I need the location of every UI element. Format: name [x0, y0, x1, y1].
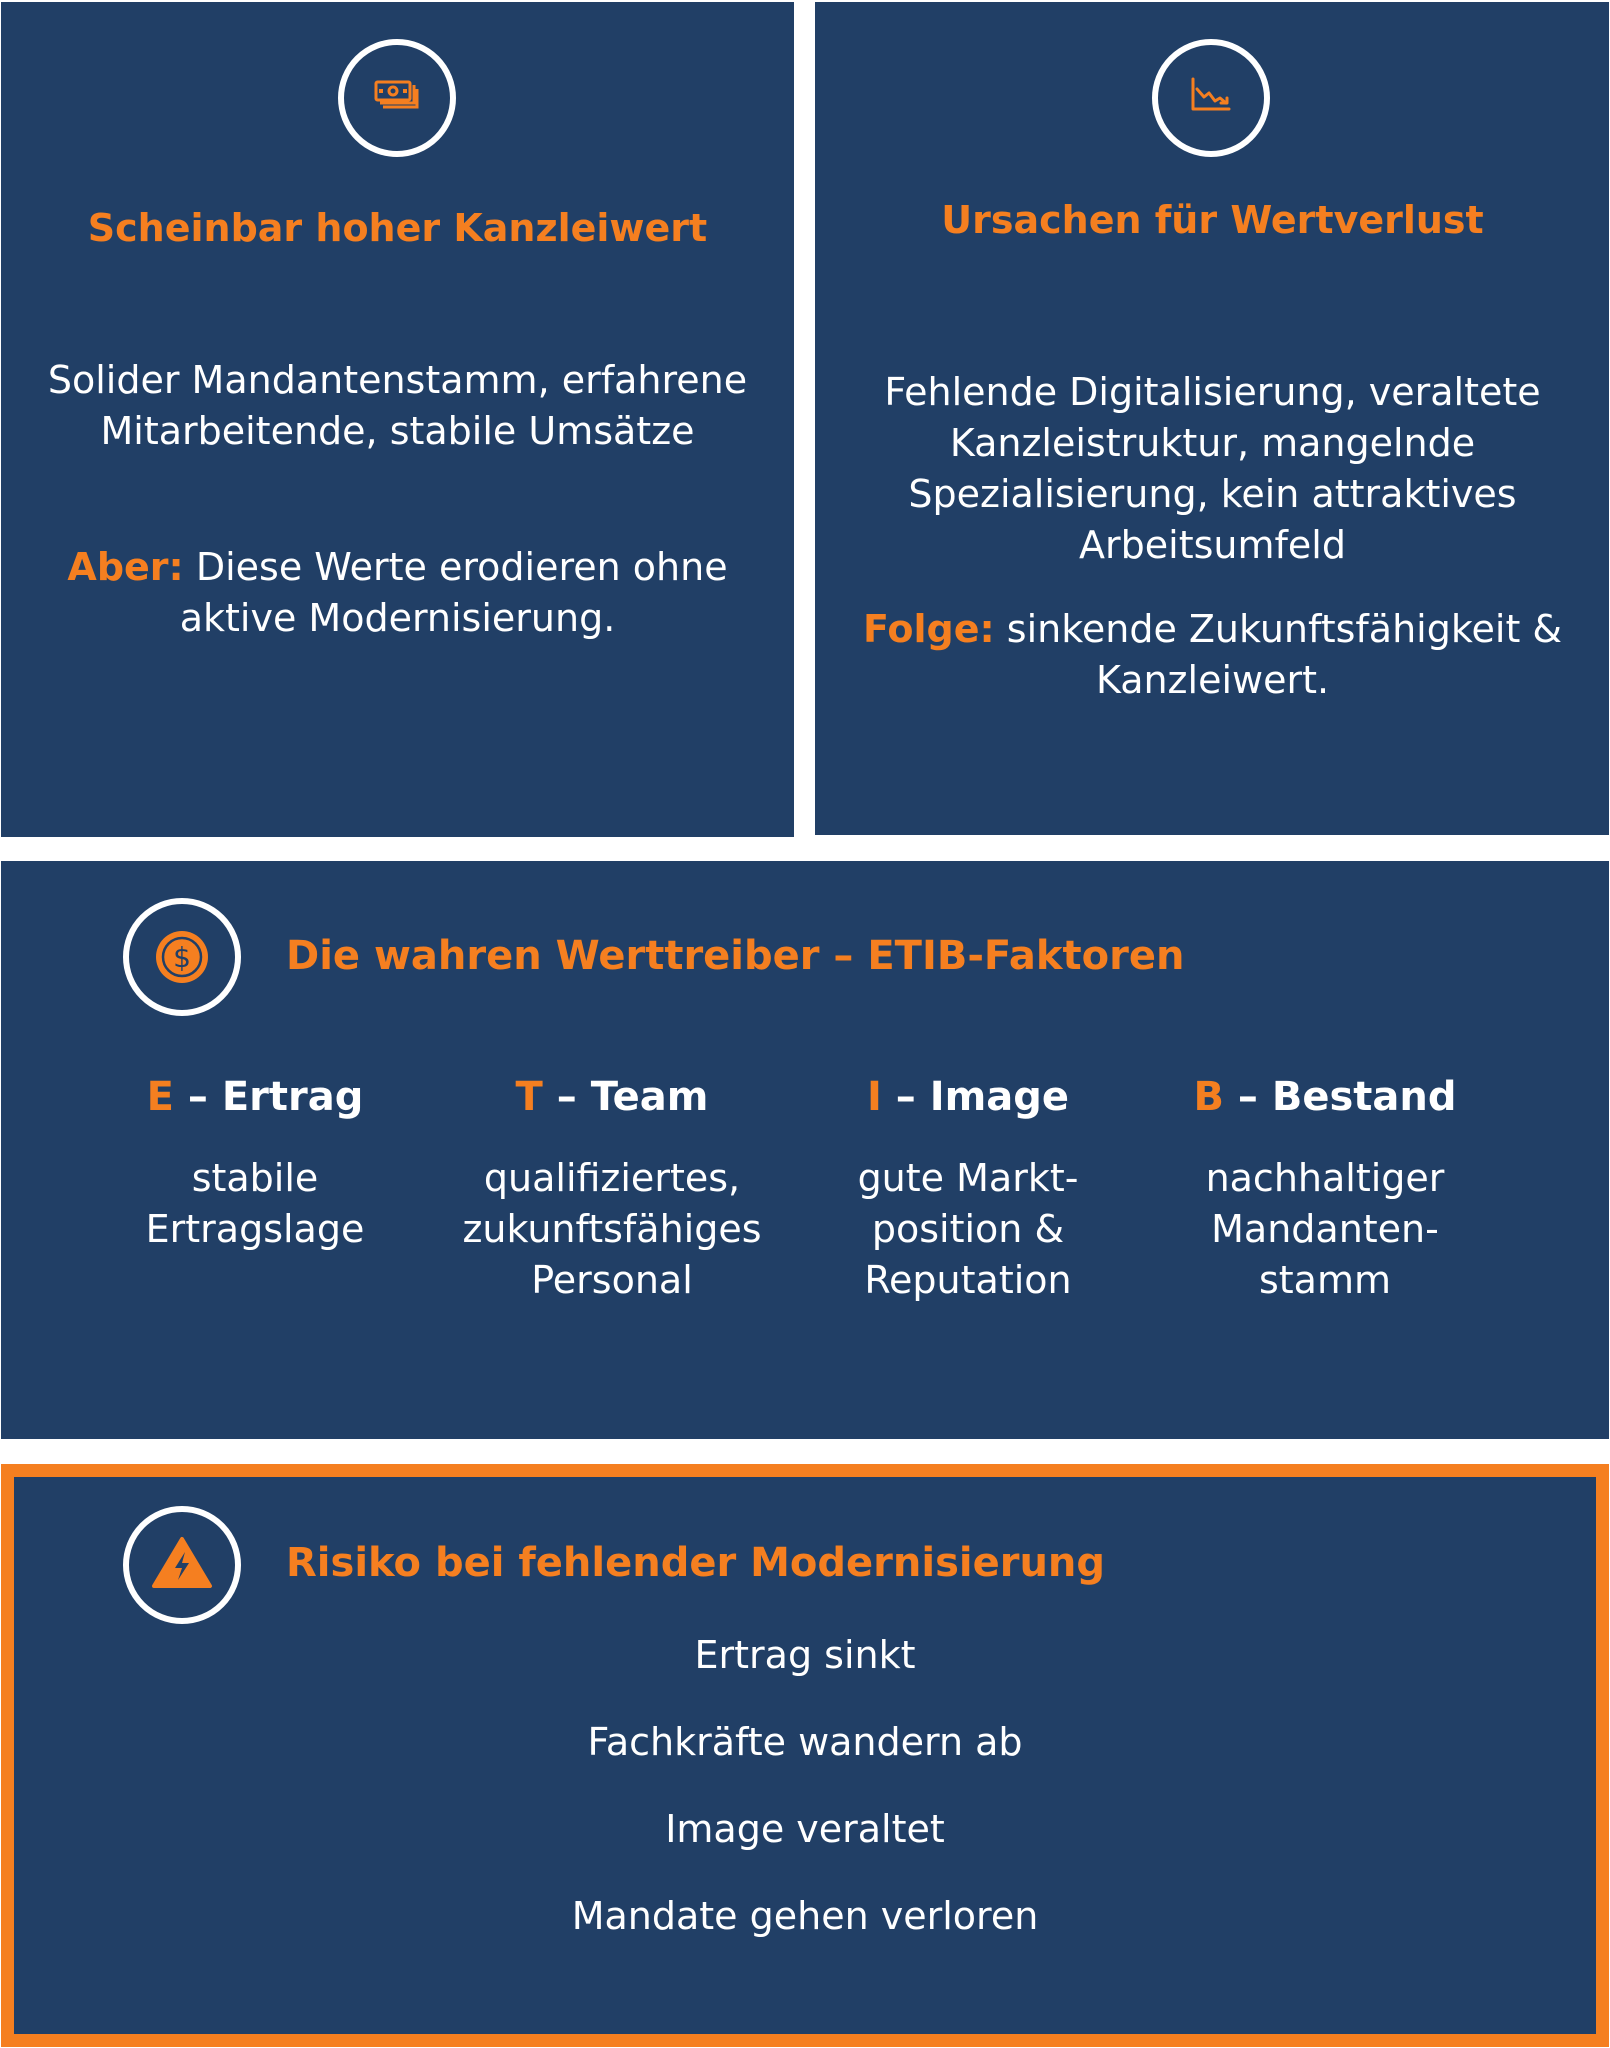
declining-chart-icon	[1152, 39, 1270, 157]
werttreiber-title: Die wahren Werttreiber – ETIB-Faktoren	[286, 933, 1185, 979]
risk-item: Ertrag sinkt	[694, 1633, 916, 1677]
factor-ertrag	[90, 1071, 420, 1255]
factor-image	[803, 1071, 1133, 1306]
factor-label: – Image	[895, 1074, 1070, 1120]
card-left-note-text: Diese Werte erodieren ohne aktive Modernisierung.	[179, 545, 728, 640]
factor-bestand	[1160, 1071, 1490, 1306]
svg-text:$: $	[173, 941, 191, 974]
card-right-note-text: sinkende Zukunftsfähigkeit & Kanzleiwert.	[1006, 607, 1563, 702]
card-right-note-label: Folge:	[862, 607, 995, 651]
risiko-title: Risiko bei fehlender Modernisierung	[286, 1540, 1106, 1586]
factor-letter: T	[515, 1074, 543, 1120]
factor-letter: E	[146, 1074, 174, 1120]
warning-triangle-icon	[123, 1506, 241, 1624]
factor-letter: B	[1193, 1074, 1224, 1120]
factor-team	[447, 1071, 777, 1306]
card-right-body: Fehlende Digitalisierung, veraltete Kanzleistruktur, mangelnde Spezialisierung, kein attraktives Arbeitsumfeld	[884, 370, 1541, 567]
factor-text: stabile Ertragslage	[145, 1156, 365, 1251]
risk-item: Fachkräfte wandern ab	[587, 1720, 1023, 1764]
factor-label: – Bestand	[1237, 1074, 1457, 1120]
money-stack-icon	[338, 39, 456, 157]
dollar-coin-icon	[123, 898, 241, 1016]
card-left-note	[40, 542, 755, 644]
card-right-title: Ursachen für Wertverlust	[941, 198, 1484, 242]
factor-text: gute Markt-position & Reputation	[857, 1156, 1079, 1302]
risk-item: Mandate gehen verloren	[571, 1894, 1039, 1938]
risk-item: Image veraltet	[665, 1807, 945, 1851]
card-left-note-label: Aber:	[67, 545, 184, 589]
card-left-body: Solider Mandantenstamm, erfahrene Mitarbeitende, stabile Umsätze	[47, 358, 748, 453]
card-left-title: Scheinbar hoher Kanzleiwert	[87, 206, 708, 250]
factor-letter: I	[866, 1074, 882, 1120]
factor-label: – Ertrag	[187, 1074, 364, 1120]
factor-text: nachhaltiger Mandanten-stamm	[1205, 1156, 1445, 1302]
factor-label: – Team	[556, 1074, 709, 1120]
card-right-note	[855, 604, 1570, 706]
factor-text: qualifiziertes, zukunftsfähiges Personal	[462, 1156, 762, 1302]
